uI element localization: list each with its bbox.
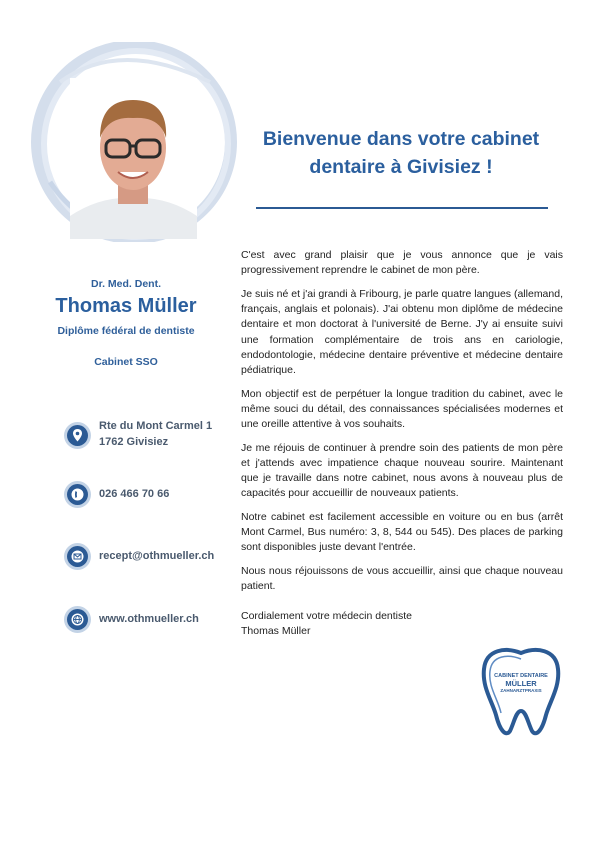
- letter-body: [241, 248, 563, 647]
- location-icon: [64, 422, 91, 449]
- paragraph-patients: Je me réjouis de continuer à prendre soin des patients de mon père et j'attends avec impatience chaque nouveau sourire. Maintenant que je travaille dans notre cabinet, nous avons à nouveau plus de capacités pour accueillir de nouveaux patients.: [241, 441, 563, 500]
- page-title: [240, 125, 562, 181]
- address-line1: Rte du Mont Carmel 1: [99, 420, 213, 432]
- logo-line2: MÜLLER: [505, 679, 537, 688]
- email-icon: [64, 543, 91, 570]
- email-address[interactable]: recept@othmueller.ch: [99, 550, 215, 562]
- heading-line2: dentaire à Givisiez !: [309, 156, 493, 178]
- doctor-diploma: Diplôme fédéral de dentiste: [57, 325, 195, 337]
- phone-icon: [64, 481, 91, 508]
- tooth-logo: [478, 647, 564, 739]
- doctor-name: Thomas Müller: [55, 295, 197, 317]
- heading-line1: Bienvenue dans votre cabinet: [262, 128, 540, 150]
- paragraph-access: Notre cabinet est facilement accessible en voiture ou en bus (arrêt Mont Carmel, Bus numéro: 3, 8, 544 ou 545). Des places de parking sont disponibles juste devant l'entrée.: [241, 511, 563, 554]
- doctor-title: Dr. Med. Dent.: [90, 278, 161, 290]
- globe-icon: [64, 606, 91, 633]
- paragraph-intro: C'est avec grand plaisir que je vous annonce que je vais progressivement reprendre le cabinet de mon père.: [241, 249, 563, 277]
- closing-line1: Cordialement votre médecin dentiste: [241, 609, 413, 622]
- phone-number[interactable]: 026 466 70 66: [99, 488, 170, 500]
- doctor-identity: [20, 276, 232, 368]
- logo-line3: ZAHNARZTPRAXIS: [500, 688, 542, 693]
- address-line2: 1762 Givisiez: [99, 436, 169, 448]
- closing: [241, 609, 563, 639]
- logo-line1: CABINET DENTAIRE: [494, 673, 548, 679]
- cabinet-label: Cabinet SSO: [94, 356, 158, 368]
- closing-signature: Thomas Müller: [241, 624, 311, 637]
- portrait-frame: [30, 42, 244, 242]
- website-link[interactable]: www.othmueller.ch: [99, 613, 199, 625]
- paragraph-welcome: Nous nous réjouissons de vous accueillir, ainsi que chaque nouveau patient.: [241, 565, 563, 593]
- portrait-photo: [70, 78, 197, 239]
- heading-divider: [256, 207, 548, 209]
- paragraph-objective: Mon objectif est de perpétuer la longue tradition du cabinet, avec le même souci du détail, des connaissances spécialisées modernes et une oreille attentive à vos souhaits.: [241, 387, 563, 431]
- paragraph-background: Je suis né et j'ai grandi à Fribourg, je parle quatre langues (allemand, français, anglais et polonais). J'ai obtenu mon diplôme de médecine dentaire et mon doctorat à l'université de Berne. J'y ai ensuite suivi une formation complémentaire de trois ans en cariologie, endodontologie, médecine dentaire préventive et médecine dentaire pédiatrique.: [241, 287, 563, 376]
